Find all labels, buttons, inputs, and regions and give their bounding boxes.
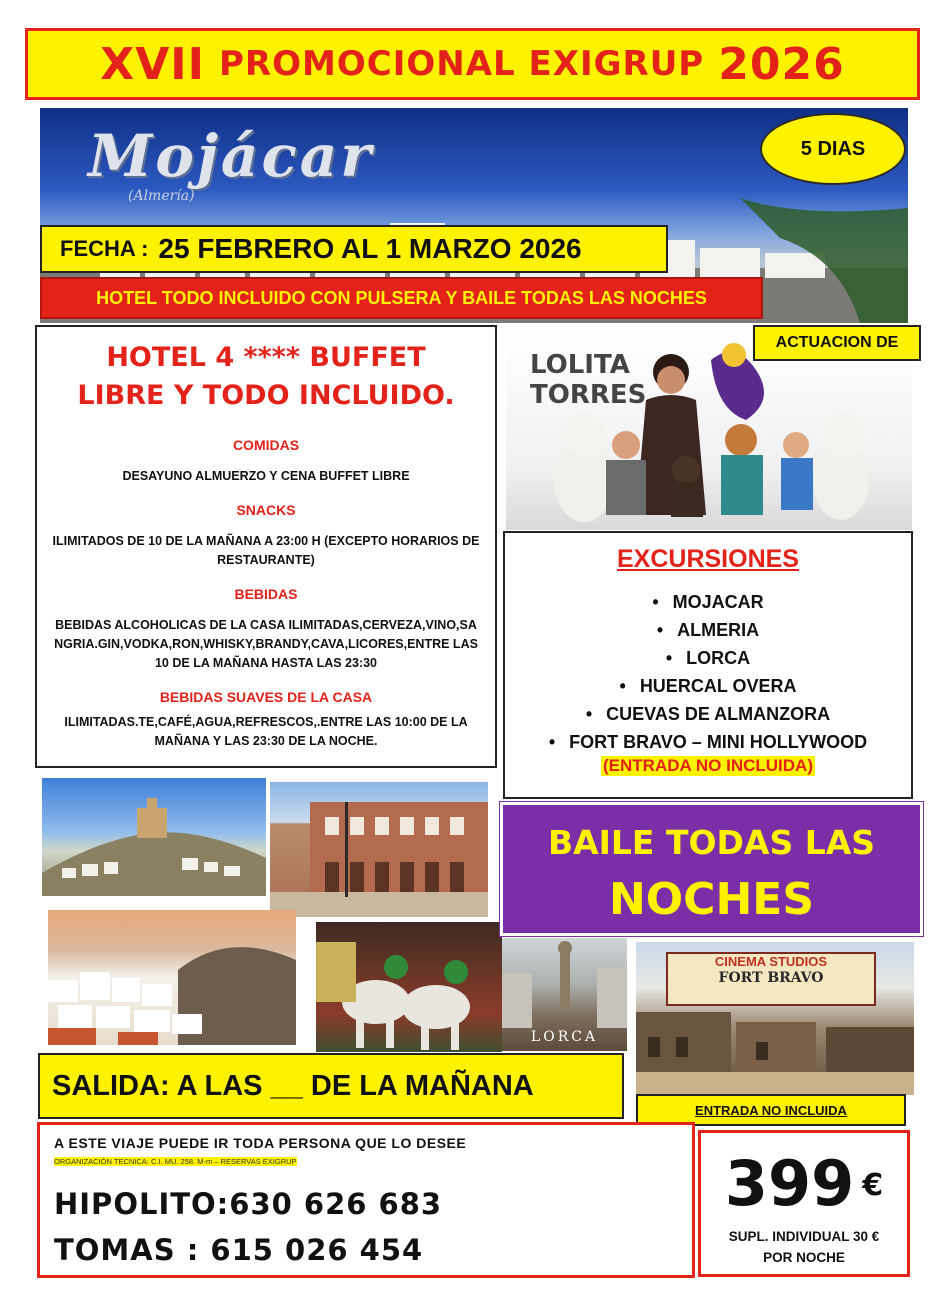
photo-plaza xyxy=(270,782,488,917)
photo-fort-bravo xyxy=(636,942,914,1095)
hotel-strip: HOTEL TODO INCLUIDO CON PULSERA Y BAILE TODAS LAS NOCHES xyxy=(40,277,763,319)
hotel-heading-line1: HOTEL 4 **** BUFFET xyxy=(106,342,426,373)
departure-time: SALIDA: A LAS __ DE LA MAÑANA xyxy=(38,1053,624,1119)
title-banner xyxy=(25,28,920,100)
photo-coast-town xyxy=(48,910,296,1045)
date-value: 25 FEBRERO AL 1 MARZO 2026 xyxy=(158,233,582,264)
artist-name-line2: TORRES xyxy=(530,380,647,410)
baile-line1: BAILE TODAS LAS xyxy=(547,823,876,862)
section-text-bebidas: BEBIDAS ALCOHOLICAS DE LA CASA ILIMITADAS,CERVEZA,VINO,SANGRIA.GIN,VODKA,RON,WHISKY,BRANDY,CAVA,LICORES,ENTRE LAS 10 DE LA MAÑANA HASTA LAS 23:30 xyxy=(54,618,478,670)
hero-region: (Almería) xyxy=(128,188,195,204)
photo-lorca xyxy=(502,938,627,1051)
price-box xyxy=(698,1130,910,1277)
title-year: 2026 xyxy=(718,38,845,90)
excursions-panel xyxy=(503,531,913,799)
date-label: FECHA : xyxy=(60,236,149,261)
lorca-caption: LORCA xyxy=(530,1029,599,1045)
price xyxy=(701,1147,907,1220)
section-text-bebidas-suaves: ILIMITADAS.TE,CAFÉ,AGUA,REFRESCOS,.ENTRE LAS 10:00 DE LA MAÑANA Y LAS 23:30 DE LA NOCHE. xyxy=(64,715,468,748)
section-title-bebidas-suaves: BEBIDAS SUAVES DE LA CASA xyxy=(159,689,373,705)
fort-bravo-sign xyxy=(666,952,876,1006)
section-title-snacks: SNACKS xyxy=(236,502,296,518)
excursions-list xyxy=(505,588,911,756)
contact-intro: A ESTE VIAJE PUEDE IR TODA PERSONA QUE LO DESEE xyxy=(54,1135,467,1151)
section-title-comidas: COMIDAS xyxy=(232,437,300,453)
photo-parade xyxy=(316,922,502,1052)
section-text-snacks: ILIMITADOS DE 10 DE LA MAÑANA A 23:00 H (EXCEPTO HORARIOS DE RESTAURANTE) xyxy=(52,534,480,567)
excursions-title: EXCURSIONES xyxy=(617,545,799,573)
contact-box xyxy=(37,1122,695,1278)
entry-not-included-note: ENTRADA NO INCLUIDA xyxy=(636,1094,906,1126)
single-supplement-line1: SUPL. INDIVIDUAL 30 € xyxy=(728,1229,880,1244)
contact-phone-hipolito: HIPOLITO:630 626 683 xyxy=(54,1187,443,1221)
act-label: ACTUACION DE xyxy=(753,325,921,361)
excursion-item: • FORT BRAVO – MINI HOLLYWOOD xyxy=(505,728,911,756)
single-supplement-line2: POR NOCHE xyxy=(763,1250,845,1265)
excursion-item: • HUERCAL OVERA xyxy=(505,672,911,700)
baile-line2: NOCHES xyxy=(608,874,815,925)
excursions-note: (ENTRADA NO INCLUIDA) xyxy=(603,756,813,775)
title-middle: PROMOCIONAL EXIGRUP xyxy=(219,44,705,84)
fort-bravo-sign-top: CINEMA STUDIOS xyxy=(714,954,828,969)
price-currency: € xyxy=(862,1168,884,1203)
hotel-panel xyxy=(35,325,497,768)
castle-illustration xyxy=(42,778,266,896)
days-badge: 5 DIAS xyxy=(760,113,906,185)
contact-phone-tomas: TOMAS : 615 026 454 xyxy=(54,1233,424,1267)
photo-castle xyxy=(42,778,266,896)
title-roman: XVII xyxy=(100,38,205,90)
price-amount: 399 xyxy=(724,1147,855,1220)
parade-illustration xyxy=(316,922,502,1052)
date-box xyxy=(40,225,668,273)
excursion-item: • CUEVAS DE ALMANZORA xyxy=(505,700,911,728)
plaza-illustration xyxy=(270,782,488,917)
fort-bravo-sign-main: FORT BRAVO xyxy=(718,970,824,986)
coast-illustration xyxy=(48,910,296,1045)
artist-name-line1: LOLITA xyxy=(530,350,630,380)
baile-banner xyxy=(500,802,923,936)
excursion-item: • LORCA xyxy=(505,644,911,672)
excursion-item: • MOJACAR xyxy=(505,588,911,616)
excursion-item: • ALMERIA xyxy=(505,616,911,644)
section-title-bebidas: BEBIDAS xyxy=(234,586,298,602)
hero-place-name: Mojácar xyxy=(88,122,374,190)
single-supplement xyxy=(701,1226,907,1268)
section-text-comidas: DESAYUNO ALMUERZO Y CENA BUFFET LIBRE xyxy=(122,469,410,483)
organizer-note: ORGANIZACIÓN TECNICA: C.I. MU. 258. M-m – RESERVAS EXIGRUP xyxy=(54,1157,297,1166)
hotel-heading-line2: LIBRE Y TODO INCLUIDO. xyxy=(77,380,455,411)
